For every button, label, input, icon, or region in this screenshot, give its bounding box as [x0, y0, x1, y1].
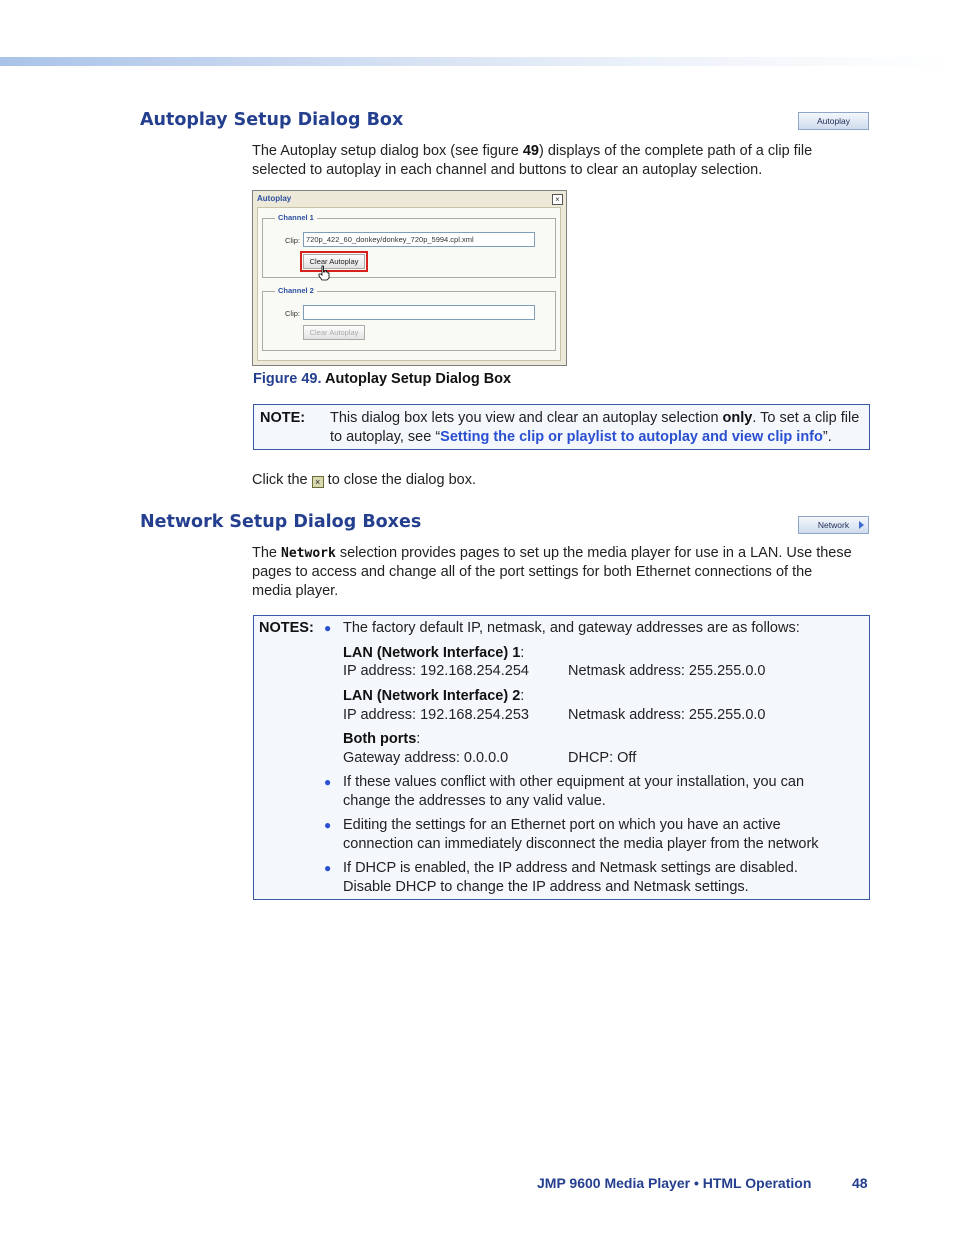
lan1-ip: IP address: 192.168.254.254	[343, 663, 529, 679]
hand-cursor-icon	[318, 265, 330, 281]
notes-bullet-3: Editing the settings for an Ethernet port on which you have an active connection can immediately disconnect the media player from the network	[343, 817, 819, 852]
channel-2-clip-label: Clip:	[285, 309, 301, 318]
channel-1-clear-autoplay-button[interactable]: Clear Autoplay	[303, 254, 365, 269]
page-number: 48	[852, 1175, 868, 1191]
bullet-icon: ●	[324, 621, 332, 635]
channel-1-clip-label: Clip:	[285, 236, 301, 245]
lan2-title: LAN (Network Interface) 2:	[343, 688, 525, 704]
autoplay-intro: The Autoplay setup dialog box (see figure 49) displays of the complete path of a clip file selected to autoplay in each channel and buttons to clear an autoplay selection.	[252, 143, 813, 178]
header-gradient-bar	[0, 57, 954, 66]
dialog-title: Autoplay	[257, 194, 292, 203]
network-intro: The Network selection provides pages to set up the media player for use in a LAN. Use these pages to access and change all of the port settings for both Ethernet connections of the media player.	[252, 545, 852, 599]
channel-1-legend: Channel 1	[275, 213, 317, 222]
dialog-body	[257, 207, 561, 361]
autoplay-side-button[interactable]	[798, 112, 869, 130]
channel-2-clear-autoplay-button[interactable]: Clear Autoplay	[303, 325, 365, 340]
footer-title: JMP 9600 Media Player • HTML Operation	[537, 1175, 812, 1191]
lan2-ip: IP address: 192.168.254.253	[343, 707, 529, 723]
gateway-address: Gateway address: 0.0.0.0	[343, 750, 509, 766]
notes-label: NOTES:	[259, 620, 314, 636]
figure-title: Autoplay Setup Dialog Box	[325, 371, 512, 387]
channel-2-group	[262, 286, 556, 351]
bullet-icon: ●	[324, 775, 332, 789]
notes-bullet-4: If DHCP is enabled, the IP address and Netmask settings are disabled. Disable DHCP to change the IP address and Netmask settings.	[343, 860, 798, 895]
autoplay-link[interactable]: Setting the clip or playlist to autoplay and view clip info	[440, 429, 823, 445]
dialog-close-icon[interactable]: ×	[552, 194, 563, 205]
lan2-netmask: Netmask address: 255.255.0.0	[568, 707, 766, 723]
both-ports-title: Both ports:	[343, 731, 421, 747]
bullet-icon: ●	[324, 818, 332, 832]
channel-1-group	[262, 213, 556, 278]
lan1-netmask: Netmask address: 255.255.0.0	[568, 663, 766, 679]
autoplay-dialog	[252, 190, 567, 366]
notes-bullet-1: The factory default IP, netmask, and gateway addresses are as follows:	[343, 620, 800, 636]
figure-number: Figure 49.	[253, 371, 322, 387]
close-instruction: Click the × to close the dialog box.	[252, 472, 476, 488]
channel-2-clip-field[interactable]	[303, 305, 535, 320]
arrow-right-icon	[859, 521, 864, 529]
autoplay-side-button-label: Autoplay	[816, 116, 851, 126]
channel-2-legend: Channel 2	[275, 286, 317, 295]
note-box	[253, 404, 870, 450]
network-section-heading: Network Setup Dialog Boxes	[140, 512, 422, 532]
notes-bullet-2: If these values conflict with other equipment at your installation, you can change the addresses to any valid value.	[343, 774, 805, 809]
lan1-title: LAN (Network Interface) 1:	[343, 645, 525, 661]
network-side-button-label: Network	[817, 520, 850, 530]
note-text: This dialog box lets you view and clear an autoplay selection only. To set a clip file to autoplay, see “Setting the clip or playlist to autoplay and view clip info”.	[330, 410, 860, 445]
figure-caption	[253, 371, 511, 387]
dhcp-setting: DHCP: Off	[568, 750, 637, 766]
close-box-icon: ×	[312, 476, 324, 488]
note-label: NOTE:	[260, 410, 306, 426]
autoplay-section-heading: Autoplay Setup Dialog Box	[140, 110, 404, 130]
network-side-button[interactable]	[798, 516, 869, 534]
bullet-icon: ●	[324, 861, 332, 875]
channel-1-clip-field[interactable]: 720p_422_60_donkey/donkey_720p_5994.cpl.xml	[303, 232, 535, 247]
